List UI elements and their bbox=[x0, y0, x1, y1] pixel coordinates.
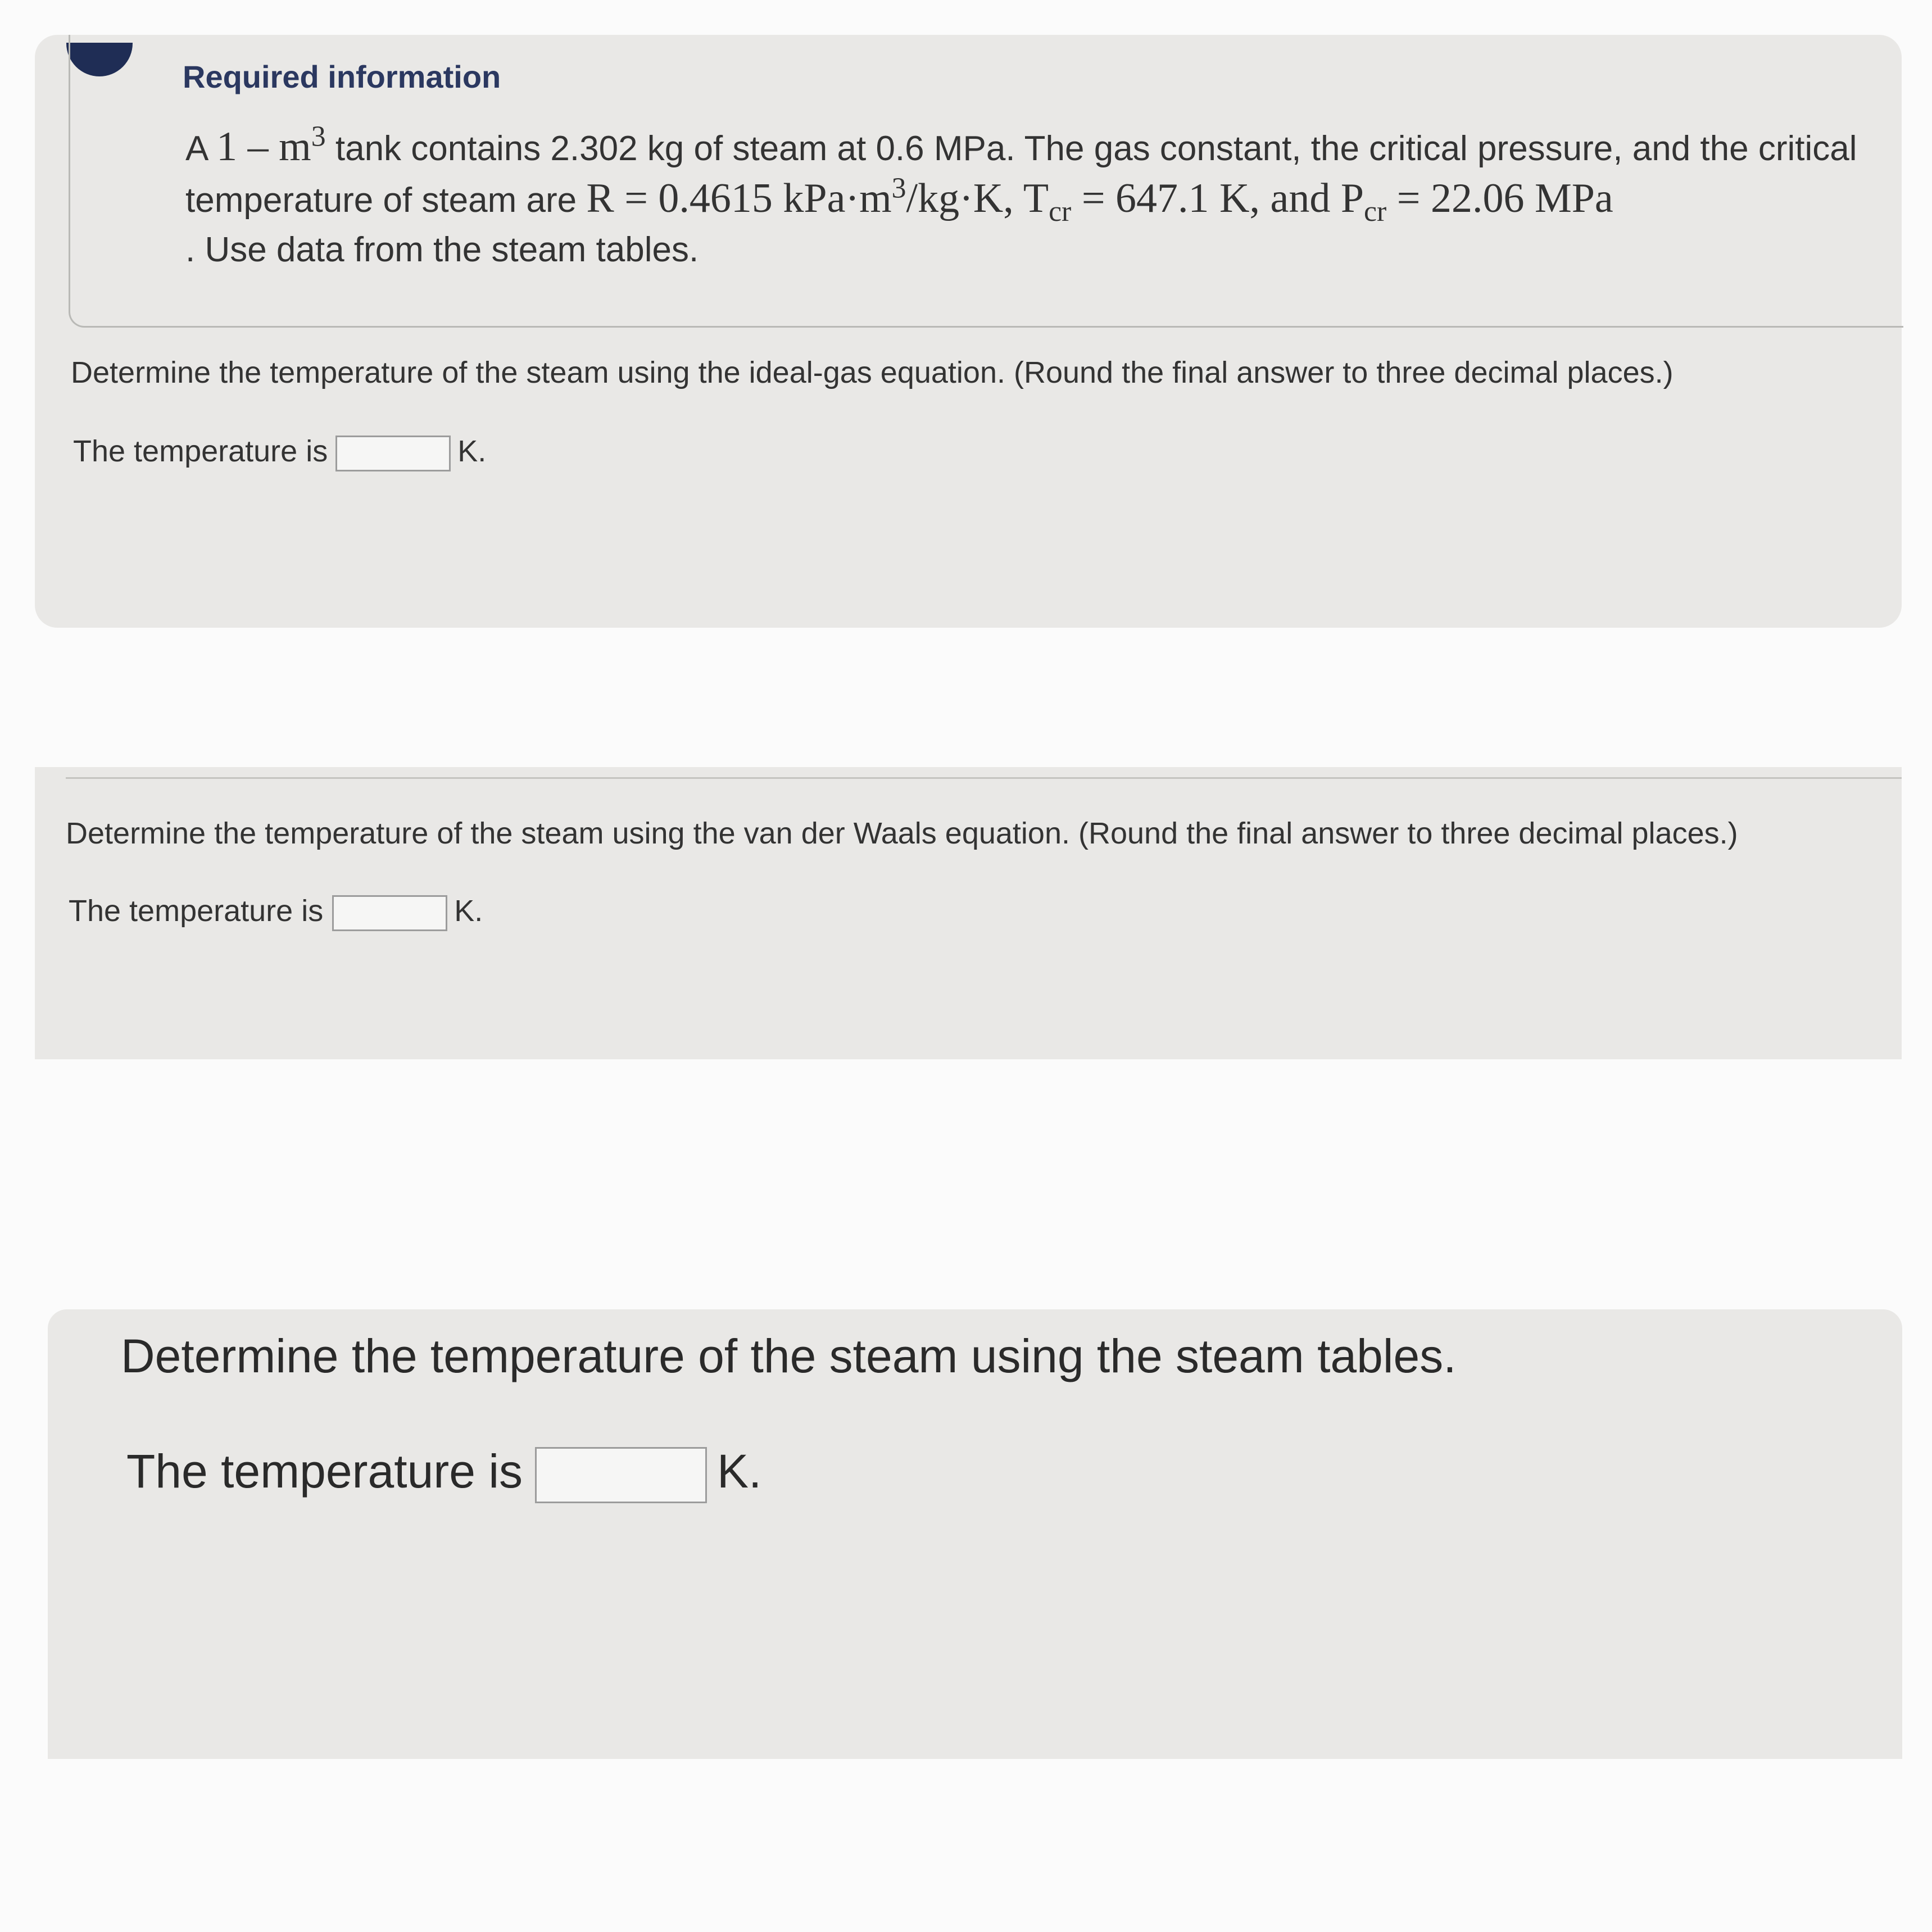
divider bbox=[66, 777, 1902, 779]
van-der-waals-question-card bbox=[35, 767, 1902, 1059]
van-der-waals-temperature-input[interactable] bbox=[332, 895, 447, 931]
van-der-waals-answer-row bbox=[69, 894, 483, 931]
problem-statement: A $1 - m^3$ tank contains 2.302 kg of steam at 0.6 MPa. The gas constant, the critical pressure, and the critical temperature of steam are R = 0.4615 $kPa\cdot m^3/kg\cdot K$, $T_{cr} = 647.1$ K, and $P_{cr} = 22.06$ MPa . Use data from the steam tables. bbox=[185, 120, 1857, 269]
answer-label: The temperature is bbox=[126, 1445, 523, 1498]
van-der-waals-question-text: Determine the temperature of the steam using the van der Waals equation. (Round the final answer to three decimal places.) bbox=[66, 817, 1738, 850]
required-information-heading: Required information bbox=[183, 59, 501, 94]
answer-label: The temperature is bbox=[69, 894, 324, 928]
answer-label: The temperature is bbox=[73, 434, 328, 468]
steam-tables-temperature-input[interactable] bbox=[535, 1447, 707, 1503]
ideal-gas-question-card bbox=[35, 35, 1902, 628]
ideal-gas-temperature-input[interactable] bbox=[335, 436, 451, 471]
steam-tables-question-text: Determine the temperature of the steam using the steam tables. bbox=[121, 1330, 1457, 1382]
steam-tables-answer-row bbox=[126, 1444, 761, 1503]
required-information-panel bbox=[69, 35, 1903, 328]
unit-label: K. bbox=[454, 894, 483, 928]
ideal-gas-answer-row bbox=[73, 434, 486, 471]
ideal-gas-question-text: Determine the temperature of the steam using the ideal-gas equation. (Round the final answer to three decimal places.) bbox=[71, 356, 1674, 389]
unit-label: K. bbox=[716, 1445, 762, 1498]
unit-label: K. bbox=[457, 434, 487, 468]
steam-tables-question-card bbox=[48, 1309, 1902, 1759]
